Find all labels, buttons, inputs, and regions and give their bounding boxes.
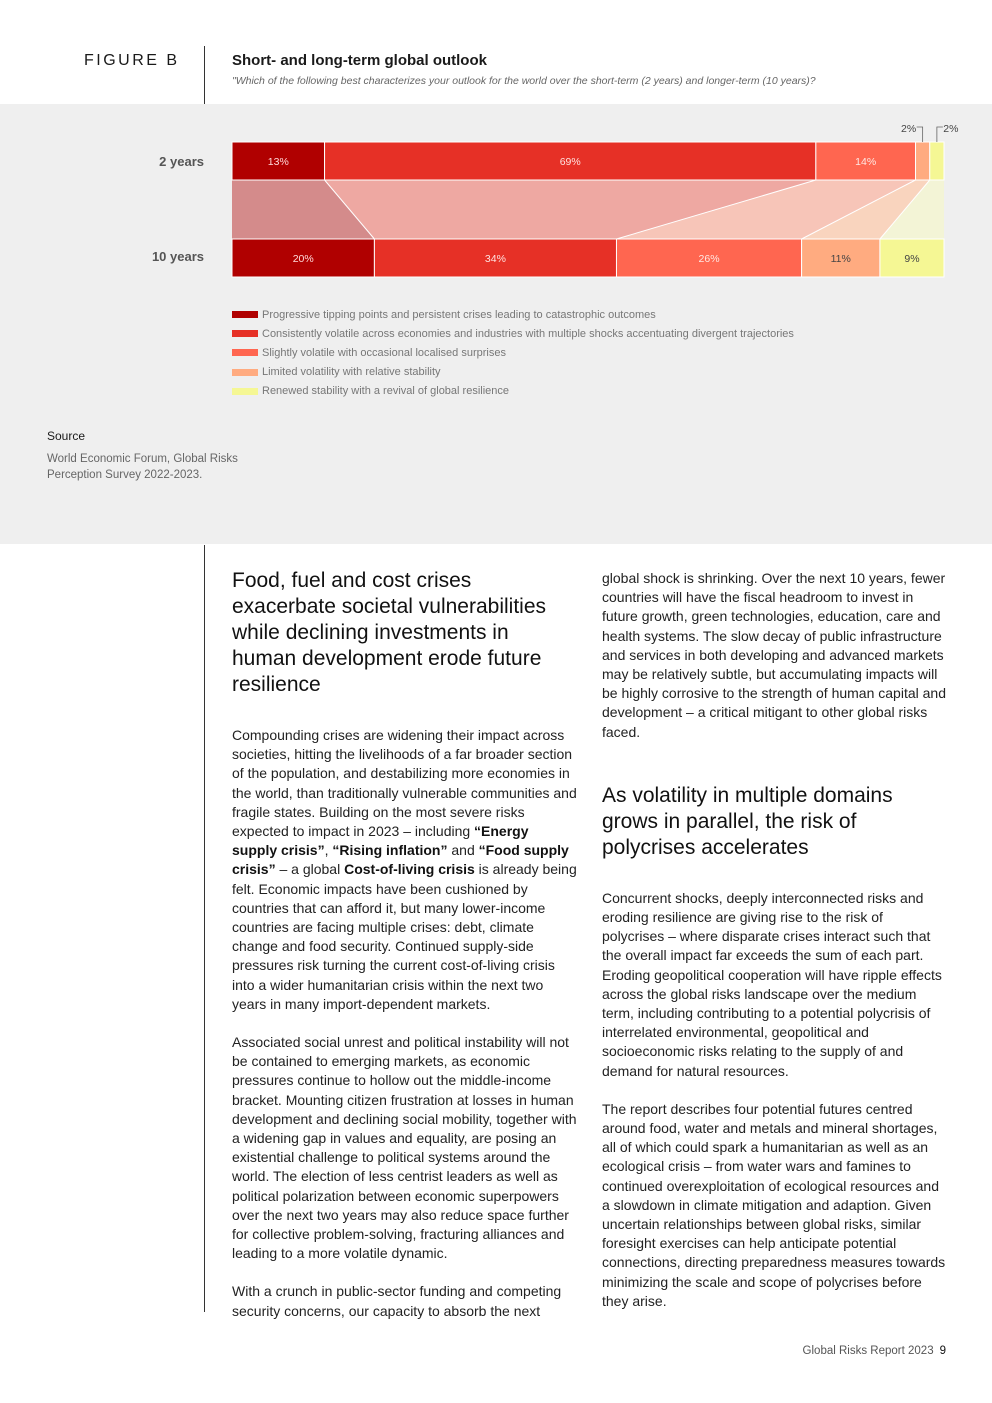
figure-divider: [204, 46, 205, 104]
bar-2-years: [916, 142, 930, 180]
legend-swatch: [232, 311, 258, 318]
legend-label: Slightly volatile with occasional localised surprises: [262, 346, 506, 359]
paragraph: The report describes four potential futures centred around food, water and metals and mineral shortages, all of which could spark a humanitarian as well as an ecological crisis – from water wars and famines to continued overexploitation of ecological resources and a slowdown in climate mitigation and adaption. Given uncertain relationships between global risks, similar foresight exercises can help anticipate potential connections, directing preparedness measures towards minimizing the scale and scope of polycrises before they arise.: [602, 1100, 946, 1309]
paragraph: global shock is shrinking. Over the next 10 years, fewer countries will have the fiscal headroom to invest in future growth, green technologies, education, care and health systems. The slow decay of public infrastructure and services in both developing and advanced markets may be relatively subtle, but accumulating impacts will be highly corrosive to the strength of human capital and development – a critical mitigant to other global risks faced.: [602, 570, 946, 740]
text-run: – a global: [275, 861, 345, 878]
text-run: and: [447, 842, 479, 859]
risk-term: “Energy supply crisis”: [232, 823, 529, 859]
data-label-2-years: 69%: [559, 156, 581, 168]
legend-item: [232, 343, 794, 362]
data-label-10-years: 26%: [698, 253, 720, 265]
page-footer: [803, 1345, 946, 1357]
body-divider: [204, 545, 205, 1312]
data-label-10-years: 20%: [292, 253, 314, 265]
data-label-10-years: 34%: [484, 253, 506, 265]
risk-term: “Food supply crisis”: [232, 842, 569, 878]
paragraph: Associated social unrest and political instability will not be contained to emerging markets, as economic pressures continue to hollow out the middle-income bracket. Mounting citizen frustration at losses in human development and declining social mobility, together with a widening gap in values and equality, are posing an existential challenge to political systems around the world. The election of less centrist leaders as well as political polarization between economic superpowers over the next two years may also reduce space further for collective problem-solving, fracturing alliances and leading to a more volatile dynamic.: [232, 1034, 577, 1262]
figure-subtitle: "Which of the following best characterizes your outlook for the world over the short-term (2 years) and longer-term (10 years)?: [232, 75, 816, 87]
paragraph: With a crunch in public-sector funding and competing security concerns, our capacity to absorb the next: [232, 1283, 562, 1319]
paragraph: [232, 726, 577, 1014]
risk-term: “Rising inflation”: [332, 842, 448, 859]
data-label-2-years: 13%: [267, 156, 289, 168]
data-label-10-years: 9%: [904, 253, 920, 265]
legend-label: Consistently volatile across economies and industries with multiple shocks accentuating divergent trajectories: [262, 327, 794, 340]
legend-swatch: [232, 369, 258, 376]
section-heading: Food, fuel and cost crises exacerbate societal vulnerabilities while declining investments in human development erode future resilience: [232, 569, 547, 696]
legend-item: [232, 305, 794, 324]
row-label-2-years: 2 years: [159, 154, 204, 169]
legend-swatch: [232, 388, 258, 395]
right-column: [602, 569, 947, 1330]
legend-item: [232, 363, 794, 382]
legend-item: [232, 382, 794, 401]
section-heading: As volatility in multiple domains grows in parallel, the risk of polycrises accelerates: [602, 783, 893, 859]
text-run: Compounding crises are widening their impact across societies, hitting the livelihoods of a far broader section of the population, and destabilizing more economies in the world, than traditionally vulnerable communities and fragile states. Building on the most severe risks expected to impact in 2023 – including: [232, 727, 577, 840]
legend-label: Progressive tipping points and persistent crises leading to catastrophic outcomes: [262, 308, 656, 321]
data-label-2-years: 2%: [943, 123, 959, 135]
text-run: ,: [324, 842, 333, 859]
legend-item: [232, 324, 794, 343]
stacked-bar-chart: [0, 104, 992, 304]
legend-swatch: [232, 349, 258, 356]
legend-swatch: [232, 330, 258, 337]
bar-2-years: [930, 142, 944, 180]
leader-line: [917, 127, 923, 142]
source-title: Source: [47, 429, 86, 443]
paragraph: Concurrent shocks, deeply interconnected risks and eroding resilience are giving rise to the risk of polycrises – where disparate crises interact such that the overall impact far exceeds the sum of each part. Eroding geopolitical cooperation will have ripple effects across the global risks landscape over the medium term, including contributing to a potential polycrisis of interrelated environmental, geopolitical and socioeconomic risks relating to the supply of and demand for natural resources.: [602, 889, 942, 1079]
text-run: is already being felt. Economic impacts have been cushioned by countries that can afford it, but many lower-income countries are facing multiple crises: debt, climate change and food security. Continued supply-side pressures risk turning the current cost-of-living crisis into a wider humanitarian crisis within the next two years in many import-dependent markets.: [232, 861, 577, 1012]
chart-legend: [232, 305, 794, 401]
leader-line: [937, 127, 943, 142]
data-label-2-years: 14%: [855, 156, 877, 168]
data-label-2-years: 2%: [901, 123, 917, 135]
legend-label: Renewed stability with a revival of global resilience: [262, 385, 510, 398]
source-text: World Economic Forum, Global Risks Perception Survey 2022-2023.: [47, 453, 238, 481]
figure-title: Short- and long-term global outlook: [232, 52, 487, 69]
row-label-10-years: 10 years: [151, 249, 204, 264]
legend-label: Limited volatility with relative stability: [262, 366, 441, 379]
data-label-10-years: 11%: [830, 253, 851, 265]
risk-term: Cost-of-living crisis: [344, 861, 475, 878]
report-name: Global Risks Report 2023: [802, 1345, 934, 1357]
figure-label: FIGURE B: [84, 52, 180, 69]
page-number: 9: [939, 1345, 946, 1357]
left-column: [232, 568, 577, 1340]
